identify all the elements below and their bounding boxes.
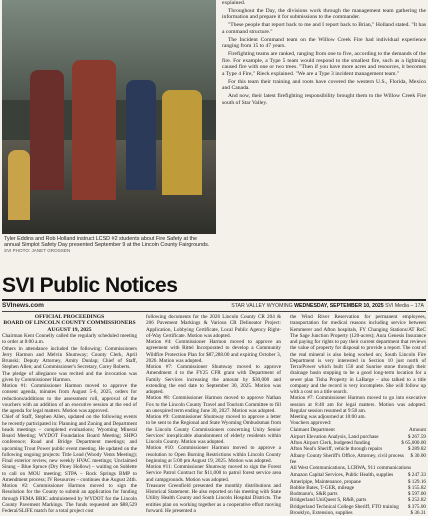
photo-figure [162, 90, 202, 195]
voucher-amount: $ 247.33 [407, 472, 426, 479]
notice-paragraph: Motion #10: Commissioner Harmon moved to approve a resolution to Open Burning Restrictions within Lincoln County beginning at 5:00 pm August 19, 2025. Motion was adopted. [146, 445, 281, 464]
voucher-amount: $ 30.00 [410, 452, 426, 459]
photo-figure [8, 150, 30, 220]
voucher-amount: $ 267.59 [407, 433, 426, 440]
folio-page: SVI Media – 17A [385, 303, 424, 309]
voucher-claimant: Bobbie Bates, T-GER, mileage [290, 484, 355, 491]
masthead-rule-thin [2, 311, 426, 312]
notice-paragraph: Motion #8: Commissioner Harmon moved to approve Nathan Fox to the Lincoln County Travel and Tourism Committee to fill an unexpired term ending June 30, 2027. Motion was adopted. [146, 395, 281, 414]
voucher-claimant: Bridgerland Technical College Sheriff, FTO training [290, 503, 399, 510]
voucher-header-amount: Amount [408, 426, 426, 433]
voucher-claimant: Airport Elevation Analysis, Land purchase [290, 433, 379, 440]
article-continuation [222, 0, 426, 268]
article-paragraph: For this team their training and roots have covered the western U.S., Florida, Mexico and Canada. [222, 78, 426, 92]
voucher-list [290, 434, 426, 465]
article-paragraph: Firefighting teams are ranked, ranging from one to five, according to the demands of the fire. For example, a Type 5 team would respond to the smallest fire, such as a lightning caused fire with one or two trees. "Then if you have more acres and resources, it becomes a Type 4 Fire," Rieck explained. "We are a Type 3 incident management team." [222, 50, 426, 78]
voucher-claimant: Afton Neal's Sheriff, vehicle through repairs [290, 446, 383, 453]
article-paragraph: explained. [222, 0, 246, 6]
notice-column [146, 314, 281, 514]
notice-paragraph: Chairman Kent Connelly called the regularly scheduled meeting to order at 8:00 a.m. [2, 333, 137, 346]
photo-caption-text: Tyler Eddins and Rob Holland instruct LCSD #2 students about Fire Safety at the annual Simplot Safety Day presented September 9 at the Lincoln County Fairgrounds. [4, 236, 210, 249]
notice-paragraph: Others in attendance included the following: Commissioners Jerry Harmon and Melvin Shumway; County Clerk, April Brunski; Deputy Attorney, Amity Dunlap; Chief of Staff, Stephen Allen; and Commissioner's Secretary, Corey Roberts. [2, 345, 137, 371]
notice-paragraph: All West Communications, LCRWA, 911 communications [290, 465, 412, 471]
voucher-amount: $ 375.00 [407, 503, 426, 510]
voucher-claimant: Bodmann's, S&R parts [290, 491, 338, 497]
article-paragraph: And now, their latest firefighting responsibility brought them to the Willow Creek Fire south of Star Valley. [222, 93, 426, 106]
article-paragraph: "These people that report back to me and I report back to Brian," Holland stated. "It has a command structure." [222, 22, 426, 35]
folio-date: WEDNESDAY, SEPTEMBER 10, 2025 [294, 303, 384, 309]
photo-caption [4, 236, 214, 255]
voucher-amount: $ 36.31 [410, 509, 426, 516]
article-paragraph: Throughout the Day, the divisions work through the management team gathering the information and prepare it for submissions to the commander. [222, 7, 426, 21]
voucher-amount: $ 129.16 [407, 478, 426, 485]
notice-paragraph: Motion #7: Commissioner Harmon moved to go into executive session at 8:40 am for legal matters. Motion was adopted. Regular session resumed at 9:58 am. [290, 395, 426, 414]
notice-column [290, 314, 426, 516]
photo-credit: SVI PHOTO: JANET GROSSEN [4, 248, 71, 254]
voucher-list [290, 472, 426, 516]
photo-figure [126, 80, 156, 190]
voucher-row [290, 510, 426, 516]
notice-paragraph: Motion #7: Commissioner Shumway moved to approve Amendment 4 to the FY25 CFR grant with Department of Family Services increasing the amount by $30,000 and extending the end date to September 30, 2025. Motion was adopted. [146, 364, 281, 395]
folio-location: STAR VALLEY WYOMING [231, 303, 293, 309]
voucher-amount: $ 289.82 [407, 446, 426, 453]
article-paragraph: The Incident Command team on the Willow Creek Fire had individual experience ranging from 15 to 47 years. [222, 36, 426, 50]
voucher-claimant: Brooklyn, Extension, supplies [290, 509, 353, 516]
voucher-amount: $ 597.00 [407, 491, 426, 497]
notice-paragraph: Motion #11: Commissioner Shumway moved to sign the Forest Service Patrol Contract for $11,000 to patrol forest service area and campgrounds. Motion was adopted. [146, 464, 281, 483]
notice-heading: OFFICIAL PROCEEDINGS [34, 314, 105, 320]
notice-heading: AUGUST 19, 2025 [47, 326, 92, 333]
voucher-claimant: Albany County Sheriff's Office, Attorney, civil process fee [290, 452, 404, 465]
notice-paragraph: Motion #4: Commissioner Harmon moved to approve an agreement with Rittel Incorporated to develop a Community Wildfire Protection Plan for $87,288.00 and expiring October 3, 2026. Motion was adopted. [146, 339, 281, 364]
voucher-claimant: Amazon Capital Services, Public Health, supplies [290, 472, 394, 479]
section-title: SVI Public Notices [2, 274, 178, 297]
voucher-claimant: Ameripipe, Maintenance, propane [290, 478, 361, 485]
notice-paragraph: Vouchers approved: [290, 420, 332, 427]
notice-paragraph: Motion #2: Commissioner Harmon moved to sign the Resolution for the County to submit an application for funding through FEMA BRIC administered by WYDOT for the Lincoln County Pavement Markings. The funds requested are $88,529 Federal/SLIFE match for a total project cost [2, 483, 137, 515]
photo-figure [30, 70, 64, 190]
notice-paragraph: The pledge of allegiance was recited and the invocation was given by Commissioner Harmon. [2, 370, 137, 383]
voucher-claimant: Afton Airport Clerk, budgeted funding [290, 440, 371, 446]
voucher-amount: $ 252.82 [407, 497, 426, 504]
notice-paragraph: following documents for the 2026 Lincoln County CR 204 & 206 Pavement Markings & Various CR Delineator Project: Application, Lobbying Certificate, Local Public Agency Right-of-Way Certificate. Motion was adopted. [146, 314, 281, 339]
voucher-amount: $ 65,000.00 [401, 440, 426, 446]
masthead-rule [2, 299, 426, 301]
notice-paragraph: Chief of Staff, Stephen Allen, updated on the following events he recently participated in: Planning and Zoning and Department heads meetings – completed evaluations; Wyoming Mineral Board Meeting; WYDOT Foundation Board Meeting; SHPO conference; Road and Bridge Department meetings; and upcoming Trout Power public event meeting. He updated on the following ongoing projects: Title Lead (Woody Vents Meeting); Final exterior review, new weekly HVAC meetings; Unclaimed Sirang – Blue Spruce (Dry Piney Hollow) – waiting on Sublette to call on MOU meeting; STPA – Rock Springs BMP to Amendment process; IV Resources – continues due August 24th. [2, 414, 137, 483]
notice-paragraph: Meeting was adjourned at 10:00 am. [290, 414, 366, 420]
voucher-claimant: Bridgerland UniQuest S, R&B, parts [290, 497, 367, 504]
folio-line [231, 303, 424, 309]
photo-figure [72, 60, 116, 200]
article-photo [2, 0, 216, 234]
notice-paragraph: the Wind River Reservation for permanent employees, transportation for medical reasons including service between Kemmerer and Afton hospitals, FY Changing Stations/AT RoC The Sage Junction Property (120-acres); Aura Genesis Insurance and paying for rights to pay their current department that reviews the value of property for disposal to provide a report. The cost of the real mineral is also being worked on; South Lincoln Fire Department is very interested in Section 10 just north of Terra/Power which built 150 and Sunrise stone through their drainage basin stopping to be a good long-term location for a sewer plan Tisha Property in LaBarge – also talked to a title company and the record is very incomplete. She will follow up with a cost on a title search. [290, 314, 426, 395]
notice-paragraph: Treasurer Greenfield presented the monthly distributions and Historical Statement. He also reported on his meeting with State Utility Health County and South Lincoln Hospital Districts. The entities plan on working together as a cooperative effort moving forward. He presented a [146, 482, 281, 514]
voucher-amount: $ 155.82 [407, 484, 426, 491]
voucher-row [290, 453, 426, 466]
notice-paragraph: Motion #9: Commissioner Shumway moved to approve a letter to be sent to the Regional and State Wyoming Ombudsman from the Lincoln County Commissioners concerning Unity Senior Services' inexplicable abandonment of elderly residents within Lincoln County. Motion was adopted. [146, 414, 281, 445]
notice-column [2, 314, 137, 515]
voucher-header-claimant: Claimant Department [290, 426, 335, 433]
public-notices-columns [2, 314, 426, 516]
voucher-table-header [290, 427, 426, 433]
notice-heading: BOARD OF LINCOLN COUNTY COMMISSIONERS [3, 320, 136, 327]
site-name: SVInews.com [2, 302, 44, 309]
notice-paragraph: Motion #1: Commissioner Harmon moved to approve the consent agenda, minutes from August 5-6, 2025, orders for reductions/additions to the assessment roll, approval of the vouchers with an addition of an executive session at the end of the agenda for legal matters. Motion was approved. [2, 383, 137, 415]
